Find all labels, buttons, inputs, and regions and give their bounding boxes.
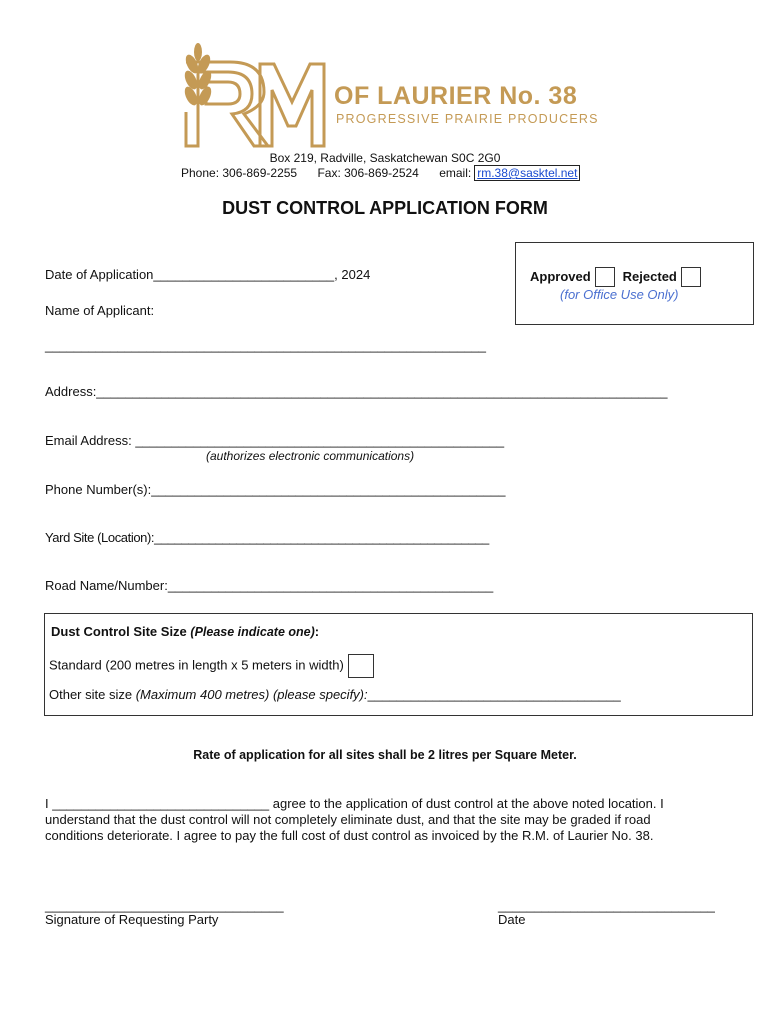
other-size-note: (Maximum 400 metres) (please specify): — [135, 687, 368, 702]
logo-title: OF LAURIER No. 38 — [334, 82, 578, 110]
approval-row — [530, 267, 709, 287]
form-title: DUST CONTROL APPLICATION FORM — [222, 198, 548, 218]
signature-label: Signature of Requesting Party — [45, 912, 219, 927]
agreement-paragraph — [45, 796, 705, 844]
date-of-application-field[interactable]: Date of Application_________________________, 2024 — [45, 267, 371, 282]
standard-label: Standard (200 metres in length x 5 meters in width) — [49, 657, 344, 673]
name-of-applicant-label: Name of Applicant: — [45, 303, 155, 318]
phone-number: Phone: 306-869-2255 — [181, 166, 298, 180]
name-of-applicant-field[interactable]: _____________________________________________________________ — [45, 338, 487, 353]
email-label: email: — [439, 166, 472, 180]
road-name-field[interactable]: Road Name/Number:_____________________________________________ — [45, 578, 494, 593]
agreement-line-1: I ______________________________ agree to the application of dust control at the above noted location. I — [45, 796, 664, 811]
rejected-checkbox[interactable] — [681, 267, 701, 287]
email-link[interactable]: rm.38@sasktel.net — [474, 165, 580, 181]
wheat-monogram-icon — [178, 42, 328, 152]
yard-site-field[interactable]: Yard Site (Location):_________________________________________________ — [45, 530, 489, 545]
mailing-address: Box 219, Radville, Saskatchewan S0C 2G0 — [269, 151, 501, 165]
standard-option — [49, 654, 374, 678]
contact-line — [181, 166, 580, 180]
application-rate-statement: Rate of application for all sites shall be 2 litres per Square Meter. — [193, 748, 577, 762]
agreement-line-3: conditions deteriorate. I agree to pay the full cost of dust control as invoiced by the R.M. of Laurier No. 38. — [45, 828, 654, 843]
rm-logo — [178, 42, 328, 155]
logo-subtitle: PROGRESSIVE PRAIRIE PRODUCERS — [336, 112, 599, 126]
fax-number: Fax: 306-869-2524 — [317, 166, 419, 180]
approved-checkbox[interactable] — [595, 267, 615, 287]
date-field[interactable]: ______________________________ — [498, 898, 715, 913]
email-address-field[interactable]: Email Address: ___________________________________________________ — [45, 433, 505, 448]
site-size-colon: : — [314, 624, 320, 639]
approved-label: Approved — [530, 269, 591, 285]
other-size-label: Other site size — [49, 687, 133, 702]
email-note: (authorizes electronic communications) — [206, 449, 415, 463]
office-use-note: (for Office Use Only) — [560, 287, 679, 302]
other-size-field[interactable]: ___________________________________ — [367, 687, 621, 702]
site-size-heading: Dust Control Site Size — [51, 624, 187, 639]
office-use-box — [515, 242, 754, 325]
date-label: Date — [498, 912, 526, 927]
site-size-instruction: (Please indicate one) — [190, 625, 315, 639]
other-size-option — [49, 687, 621, 702]
address-field[interactable]: Address:_______________________________________________________________________________ — [45, 384, 668, 399]
agreement-line-2: understand that the dust control will not completely eliminate dust, and that the site may be graded if road — [45, 812, 651, 827]
site-size-box — [44, 613, 753, 716]
signature-field[interactable]: _________________________________ — [45, 898, 284, 913]
site-size-title — [51, 624, 319, 639]
rejected-label: Rejected — [622, 269, 677, 285]
standard-checkbox[interactable] — [348, 654, 374, 678]
phone-numbers-field[interactable]: Phone Number(s):_________________________________________________ — [45, 482, 506, 497]
